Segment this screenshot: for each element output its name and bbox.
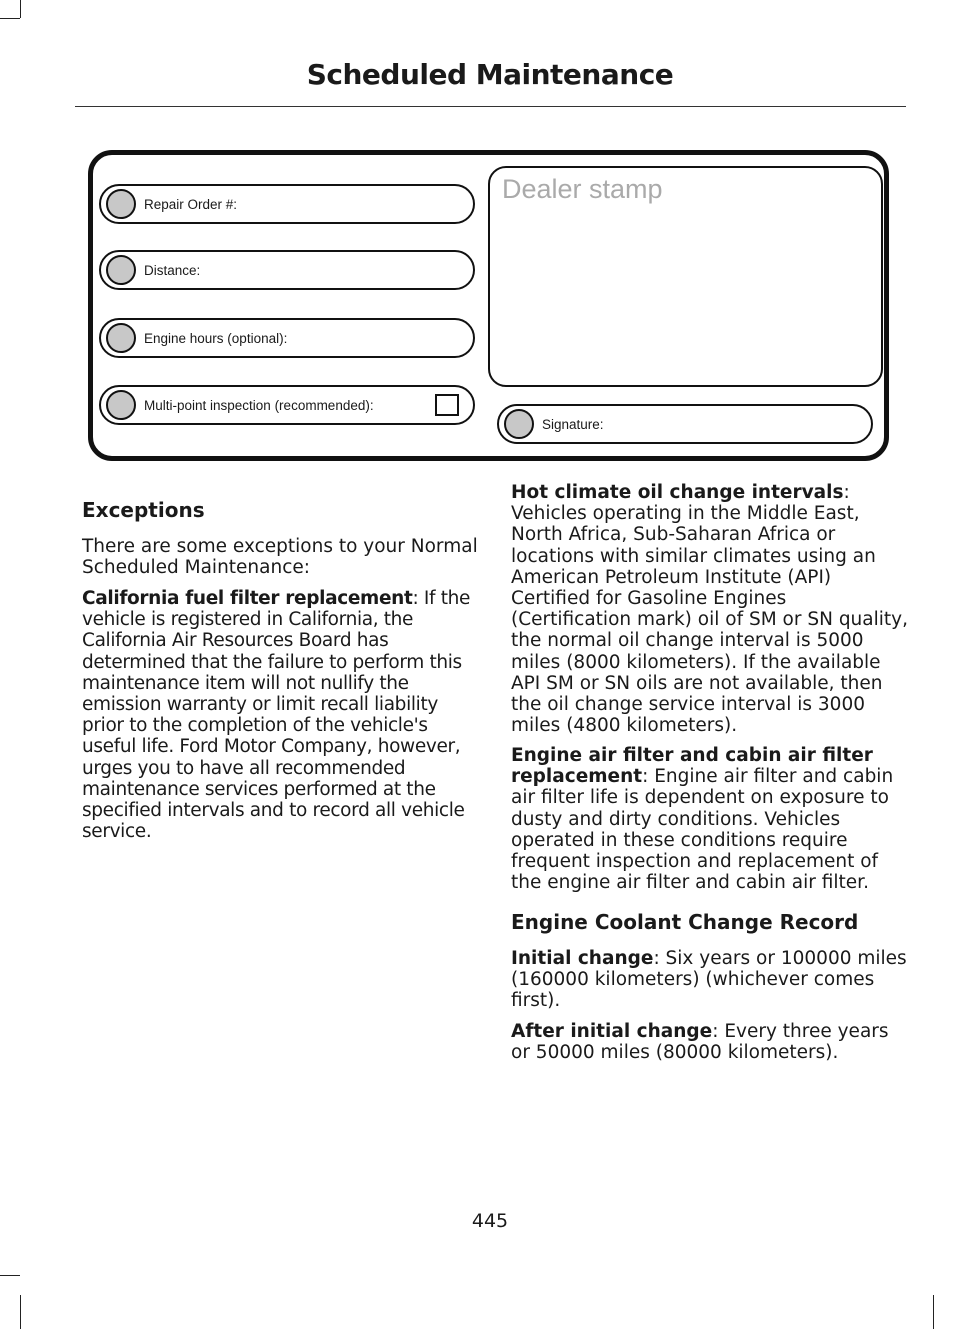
page-title: Scheduled Maintenance	[306, 58, 674, 91]
dealer-stamp-box[interactable]	[488, 166, 883, 387]
dealer-stamp-label: Dealer stamp	[502, 174, 663, 204]
signature-field[interactable]	[497, 404, 873, 444]
title-divider	[75, 106, 906, 107]
crop-mark	[0, 1275, 20, 1276]
crop-mark	[933, 1295, 934, 1329]
circle-icon	[106, 323, 136, 353]
signature-label: Signature:	[542, 417, 604, 432]
inspection-label: Multi-point inspection (recommended):	[144, 398, 374, 413]
repair-order-field[interactable]	[99, 184, 475, 224]
crop-mark	[20, 0, 21, 18]
engine-hours-field[interactable]	[99, 318, 475, 358]
crop-mark	[0, 18, 20, 19]
after-change-term: After initial change	[511, 1021, 713, 1042]
after-initial-change-paragraph	[511, 1021, 911, 1063]
exceptions-heading: Exceptions	[82, 498, 205, 522]
distance-label: Distance:	[144, 263, 201, 278]
repair-order-label: Repair Order #:	[144, 197, 238, 212]
hot-climate-term: Hot climate oil change intervals	[511, 482, 844, 503]
page-number: 445	[471, 1210, 509, 1232]
air-filter-term: Engine air filter and cabin air filter replacement	[511, 745, 873, 788]
hot-climate-paragraph	[511, 482, 911, 736]
coolant-heading: Engine Coolant Change Record	[511, 910, 859, 934]
circle-icon	[106, 189, 136, 219]
circle-icon	[106, 255, 136, 285]
initial-change-term: Initial change	[511, 948, 654, 969]
crop-mark	[20, 1295, 21, 1329]
after-change-text: : Every three years or 50000 miles (80000 kilometers).	[511, 1021, 889, 1064]
air-filter-text: : Engine air filter and cabin air filter life is dependent on exposure to dusty and dirty conditions. Vehicles operated in these conditions require frequent inspection and replacement of the engine air filter and cabin air filter.	[511, 766, 894, 894]
california-paragraph	[82, 588, 482, 842]
engine-hours-label: Engine hours (optional):	[144, 331, 288, 346]
distance-field[interactable]	[99, 250, 475, 290]
exceptions-intro: There are some exceptions to your Normal Scheduled Maintenance:	[82, 536, 478, 579]
hot-climate-text: : Vehicles operating in the Middle East, North Africa, Sub-Saharan Africa or locations with similar climates using an American Petroleum Institute (API) Certified for Gasoline Engines (Certification mark) oil of SM or SN quality, the normal oil change interval is 5000 miles (8000 kilometers). If the available API SM or SN oils are not available, then the oil change service interval is 3000 miles (4800 kilometers).	[511, 482, 908, 737]
inspection-checkbox[interactable]	[435, 394, 459, 416]
circle-icon	[106, 390, 136, 420]
initial-change-paragraph	[511, 948, 911, 1012]
initial-change-text: : Six years or 100000 miles (160000 kilometers) (whichever comes first).	[511, 948, 907, 1012]
california-text: : If the vehicle is registered in California, the California Air Resources Board has determined that the failure to perform this maintenance item will not nullify the emission warranty or limit recall liability prior to the completion of the vehicle's useful life. Ford Motor Company, however, urges you to have all recommended maintenance services performed at the specified intervals and to record all vehicle service.	[82, 588, 471, 843]
circle-icon	[504, 409, 534, 439]
air-filter-paragraph	[511, 745, 911, 893]
california-term: California fuel filter replacement	[82, 588, 413, 609]
inspection-field[interactable]	[99, 385, 475, 425]
